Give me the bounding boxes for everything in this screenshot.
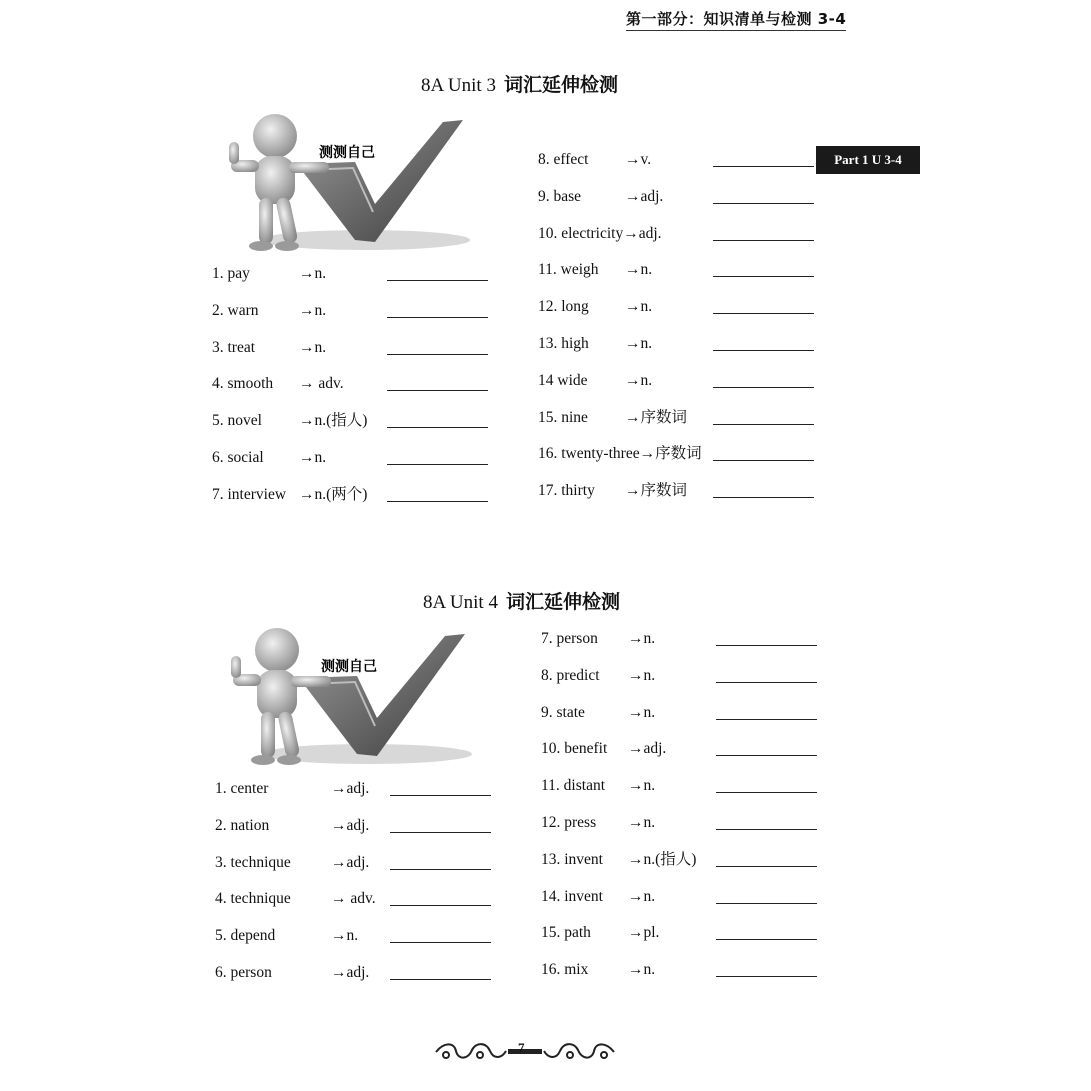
unit4-illustration-label: 测测自己 (321, 659, 377, 675)
exercise-item (541, 666, 821, 686)
exercise-item (212, 448, 492, 468)
part-tab: Part 1 U 3-4 (816, 146, 920, 174)
exercise-item (541, 776, 821, 796)
unit4-title (423, 587, 620, 614)
answer-blank[interactable] (716, 866, 817, 867)
item-hint: →n.(指人) (628, 850, 697, 868)
item-word: 12. press (541, 814, 597, 831)
item-hint: →序数词 (625, 482, 688, 500)
item-word: 6. person (215, 964, 272, 981)
exercise-item (538, 334, 818, 354)
item-hint: →adj. (625, 187, 664, 205)
exercise-item (215, 779, 495, 799)
answer-blank[interactable] (713, 203, 814, 204)
answer-blank[interactable] (713, 240, 814, 241)
exercise-item (538, 444, 818, 464)
item-hint: →n. (625, 298, 653, 316)
item-word: 4. smooth (212, 375, 274, 393)
exercise-item (215, 889, 495, 909)
answer-blank[interactable] (387, 501, 488, 502)
answer-blank[interactable] (716, 939, 817, 940)
item-hint: →n. (628, 703, 656, 721)
answer-blank[interactable] (390, 905, 491, 906)
item-hint: →adj. (331, 964, 370, 981)
item-hint: →n. (625, 371, 653, 389)
item-hint: →n. (299, 301, 327, 319)
item-word: 10. electricity→adj. (538, 224, 662, 242)
answer-blank[interactable] (713, 276, 814, 277)
exercise-item (215, 816, 495, 836)
footer-ornament-icon (432, 1038, 618, 1064)
item-hint: →adj. (331, 816, 370, 834)
item-word: 10. benefit (541, 740, 608, 758)
item-hint: → adv. (299, 375, 344, 393)
item-word: 16. twenty-three→序数词 (538, 445, 702, 463)
item-hint: →adj. (331, 853, 370, 871)
unit3-illustration-label: 测测自己 (319, 145, 375, 161)
item-hint: →n.(两个) (299, 485, 368, 503)
item-hint: →n. (628, 777, 656, 795)
exercise-item (541, 703, 821, 723)
item-word: 3. technique (215, 853, 291, 871)
item-hint: →n.(指人) (299, 412, 368, 430)
item-word: 3. treat (212, 338, 256, 356)
exercise-item (538, 297, 818, 317)
answer-blank[interactable] (387, 427, 488, 428)
item-word: 13. high (538, 335, 589, 352)
answer-blank[interactable] (387, 280, 488, 281)
exercise-item (215, 853, 495, 873)
item-word: 8. predict (541, 666, 600, 684)
item-hint: →n. (299, 265, 327, 282)
answer-blank[interactable] (716, 792, 817, 793)
page-number: 7 (518, 1040, 525, 1055)
exercise-item (538, 224, 818, 244)
item-word: 11. weigh (538, 261, 599, 279)
unit4-title-en: 8A Unit 4 (423, 592, 498, 613)
exercise-item (212, 338, 492, 358)
answer-blank[interactable] (390, 795, 491, 796)
answer-blank[interactable] (387, 464, 488, 465)
answer-blank[interactable] (390, 979, 491, 980)
answer-blank[interactable] (716, 755, 817, 756)
running-header: 第一部分：知识清单与检测 3-4 (626, 8, 846, 31)
item-hint: →v. (625, 151, 652, 168)
item-word: 13. invent (541, 850, 603, 868)
exercise-item (538, 481, 818, 501)
answer-blank[interactable] (716, 719, 817, 720)
answer-blank[interactable] (713, 424, 814, 425)
exercise-item (212, 374, 492, 394)
answer-blank[interactable] (387, 317, 488, 318)
item-hint: →n. (331, 927, 359, 945)
item-word: 14 wide (538, 371, 588, 389)
exercise-item (541, 923, 821, 943)
exercise-item (212, 485, 492, 505)
exercise-item (215, 926, 495, 946)
item-word: 5. depend (215, 927, 276, 945)
exercise-item (215, 963, 495, 983)
answer-blank[interactable] (716, 829, 817, 830)
answer-blank[interactable] (713, 313, 814, 314)
exercise-item (538, 371, 818, 391)
answer-blank[interactable] (713, 460, 814, 461)
item-word: 2. warn (212, 301, 259, 319)
exercise-item (212, 264, 492, 284)
item-word: 11. distant (541, 777, 606, 795)
answer-blank[interactable] (716, 682, 817, 683)
item-hint: →n. (628, 666, 656, 684)
unit3-title-en: 8A Unit 3 (421, 75, 496, 96)
exercise-item (538, 150, 818, 170)
item-word: 7. person (541, 630, 598, 647)
item-hint: → adv. (331, 890, 376, 908)
unit3-title (421, 70, 618, 97)
answer-blank[interactable] (716, 903, 817, 904)
item-word: 2. nation (215, 816, 270, 834)
item-hint: →序数词 (625, 408, 688, 426)
answer-blank[interactable] (387, 354, 488, 355)
item-hint: →n. (299, 449, 327, 466)
answer-blank[interactable] (387, 390, 488, 391)
item-hint: →adj. (331, 780, 370, 797)
answer-blank[interactable] (390, 942, 491, 943)
item-word: 12. long (538, 298, 589, 316)
item-word: 15. nine (538, 408, 588, 426)
item-word: 17. thirty (538, 482, 595, 500)
item-word: 5. novel (212, 412, 262, 430)
answer-blank[interactable] (713, 497, 814, 498)
answer-blank[interactable] (390, 832, 491, 833)
exercise-item (541, 960, 821, 980)
item-word: 4. technique (215, 890, 291, 908)
unit3-title-zh: 词汇延伸检测 (503, 74, 618, 96)
exercise-item (541, 887, 821, 907)
item-word: 9. state (541, 703, 585, 721)
exercise-item (212, 411, 492, 431)
item-word: 15. path (541, 924, 591, 942)
item-hint: →adj. (628, 740, 667, 758)
item-hint: →n. (628, 887, 656, 905)
item-hint: →n. (625, 335, 653, 352)
item-word: 8. effect (538, 151, 589, 168)
item-hint: →n. (628, 961, 656, 979)
answer-blank[interactable] (716, 645, 817, 646)
item-word: 14. invent (541, 887, 603, 905)
unit3-checkmark-figure-illustration (215, 112, 475, 254)
item-hint: →n. (628, 814, 656, 831)
item-word: 7. interview (212, 485, 287, 503)
item-word: 6. social (212, 449, 264, 466)
answer-blank[interactable] (716, 976, 817, 977)
answer-blank[interactable] (390, 869, 491, 870)
item-word: 16. mix (541, 961, 589, 979)
exercise-item (541, 739, 821, 759)
exercise-item (538, 408, 818, 428)
item-word: 1. center (215, 780, 269, 797)
answer-blank[interactable] (713, 166, 814, 167)
exercise-item (541, 850, 821, 870)
item-hint: →n. (628, 630, 656, 647)
exercise-item (541, 813, 821, 833)
unit4-checkmark-figure-illustration (217, 626, 477, 768)
exercise-item (541, 629, 821, 649)
exercise-item (212, 301, 492, 321)
item-word: 1. pay (212, 265, 250, 282)
unit4-title-zh: 词汇延伸检测 (505, 591, 620, 613)
item-hint: →pl. (628, 924, 660, 942)
answer-blank[interactable] (713, 350, 814, 351)
item-hint: →n. (625, 261, 653, 279)
answer-blank[interactable] (713, 387, 814, 388)
exercise-item (538, 260, 818, 280)
item-hint: →n. (299, 338, 327, 356)
exercise-item (538, 187, 818, 207)
item-word: 9. base (538, 187, 582, 205)
